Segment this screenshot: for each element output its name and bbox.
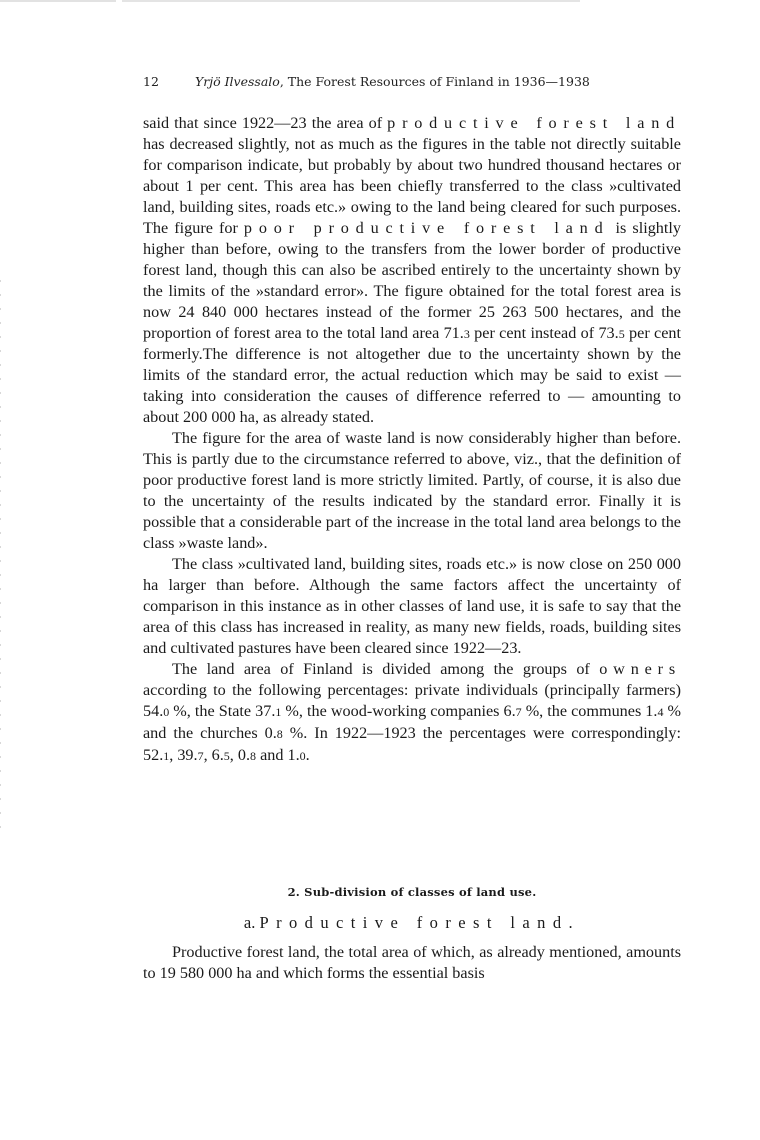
page-number: 12 xyxy=(143,74,159,89)
text-run: according to the following percentages: private individuals (principally farmers) 54. xyxy=(143,680,681,720)
decimal-digit: 1 xyxy=(275,704,282,719)
text-run: , 0. xyxy=(229,745,251,764)
text-run: and 1. xyxy=(256,745,300,764)
paragraph-owners xyxy=(143,659,681,767)
running-header xyxy=(143,74,683,89)
paragraph-forest-land xyxy=(143,113,681,428)
decimal-digit: 3 xyxy=(463,326,470,341)
decimal-digit: 4 xyxy=(657,704,664,719)
text-run: % and the churches 0. xyxy=(143,701,681,742)
text-run: said that since 1922—23 the area of xyxy=(143,114,388,132)
decimal-digit: 0 xyxy=(163,704,170,719)
text-run: per cent formerly.The difference is not altogether due to the uncertainty shown by the limits of the standard error, the actual reduction which may be said to exist — taking into consideration the causes of difference referred to — amounting to about 200 000 ha, as already stated. xyxy=(143,323,682,427)
text-run: , 39. xyxy=(169,745,198,764)
decimal-digit: 8 xyxy=(276,726,283,741)
book-title: , The Forest Resources of Finland in 1936—1938 xyxy=(279,74,590,89)
text-run: , 6. xyxy=(203,745,224,764)
text-run: . xyxy=(305,745,310,764)
emphasis-spaced: owners xyxy=(599,659,681,678)
emphasis-spaced: poor productive forest land xyxy=(243,218,610,237)
scan-artifact-top xyxy=(0,0,580,2)
subsection-label: a. xyxy=(243,913,260,932)
author-name: Yrjö Ilvessalo xyxy=(195,74,280,89)
text-run: %, the communes 1. xyxy=(521,701,658,720)
text-run: has decreased slightly, not as much as the figures in the table not directly suitable for comparison indicate, but probably by about two hundred thousand hectares or about 1 per cent. This area has been chiefly transferred to the class »cultivated land, building sites, roads etc.» owing to the land being cleared for such purposes. The figure for xyxy=(143,134,681,237)
text-run: is slightly higher than before, owing to the transfers from the lower border of productive forest land, though this can also be ascribed entirely to the uncertainty shown by the limits of the »standard error». The figure obtained for the total forest area is now 24 840 000 hectares instead of the former 25 263 500 hectares, and the proportion of forest area to the total land area 71. xyxy=(143,218,681,342)
decimal-digit: 0 xyxy=(299,748,306,763)
text-run: %, the State 37. xyxy=(169,701,276,720)
subsection-title: Productive forest land. xyxy=(259,913,581,932)
decimal-digit: 1 xyxy=(163,748,170,763)
paragraph-productive-forest: Productive forest land, the total area of which, as already mentioned, amounts to 19 580 000 ha and which forms the essential basis xyxy=(143,943,681,982)
body-text xyxy=(143,113,681,767)
text-run: per cent instead of 73. xyxy=(469,323,619,342)
text-run: %. In 1922—1923 the percentages were correspondingly: 52. xyxy=(143,723,681,764)
emphasis-spaced: productive forest land xyxy=(387,114,681,132)
decimal-digit: 5 xyxy=(618,326,625,341)
section-heading: 2. Sub-division of classes of land use. xyxy=(287,885,537,899)
subsection-heading xyxy=(143,913,681,933)
decimal-digit: 5 xyxy=(223,748,230,763)
final-text xyxy=(143,942,681,984)
decimal-digit: 7 xyxy=(515,704,522,719)
text-run: The land area of Finland is divided among the groups of xyxy=(172,659,600,678)
text-run: %, the wood-working companies 6. xyxy=(281,701,516,720)
paragraph-cultivated-land: The class »cultivated land, building sites, roads etc.» is now close on 250 000 ha larger than before. Although the same factors affect the uncertainty of comparison in this instance as in other classes of land use, it is safe to say that the area of this class has increased in reality, as many new fields, roads, building sites and cultivated pastures have been cleared since 1922—23. xyxy=(143,555,681,657)
decimal-digit: 8 xyxy=(250,748,257,763)
paragraph-waste-land: The figure for the area of waste land is now considerably higher than before. This is partly due to the circumstance referred to above, viz., that the definition of poor productive forest land is more strictly limited. Partly, of course, it is also due to the uncertainty of the results indicated by the standard error. Finally it is possible that a considerable part of the increase in the total land area belongs to the class »waste land». xyxy=(143,429,681,553)
decimal-digit: 7 xyxy=(197,748,204,763)
scan-artifact-left xyxy=(0,280,1,840)
